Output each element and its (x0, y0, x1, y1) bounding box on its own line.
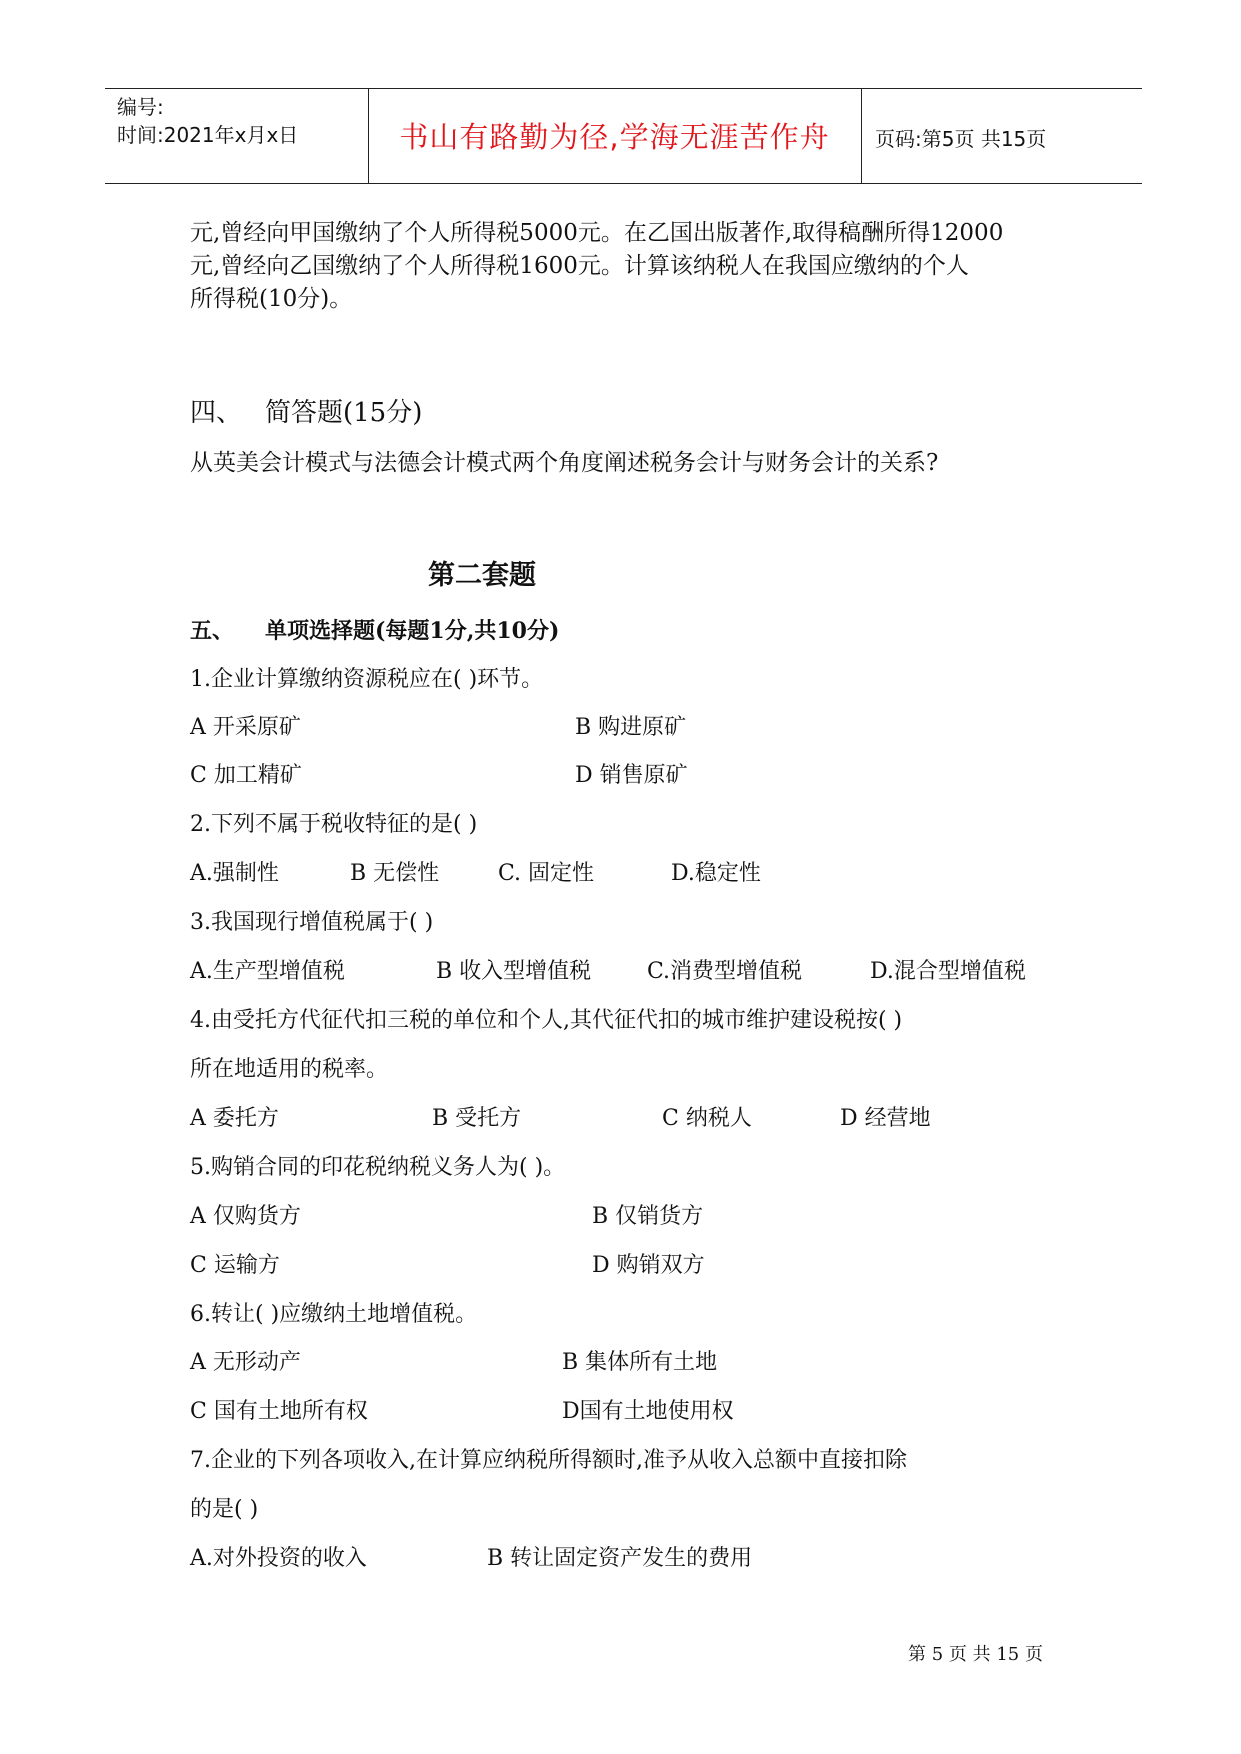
option: A.对外投资的收入 (190, 1546, 367, 1571)
header-motto: 书山有路勤为径,学海无涯苦作舟 (399, 120, 830, 154)
option: D国有土地使用权 (562, 1399, 734, 1424)
prev-question-line: 元,曾经向甲国缴纳了个人所得税5000元。在乙国出版著作,取得稿酬所得12000 (190, 220, 1004, 246)
question-stem-continued: 所在地适用的税率。 (190, 1057, 389, 1082)
section-five-number: 五、 (190, 618, 235, 644)
serial-label: 编号: (117, 95, 164, 119)
option: B 购进原矿 (575, 715, 687, 740)
option: A 开采原矿 (190, 715, 301, 740)
option: B 收入型增值税 (436, 959, 592, 984)
option: D 销售原矿 (575, 763, 688, 788)
question-stem: 4.由受托方代征代扣三税的单位和个人,其代征代扣的城市维护建设税按( ) (190, 1008, 903, 1033)
option: B 受托方 (432, 1106, 522, 1131)
option: A 无形动产 (190, 1350, 301, 1375)
option: B 仅销货方 (592, 1204, 704, 1229)
option: B 集体所有土地 (562, 1350, 718, 1375)
option: C 加工精矿 (190, 763, 302, 788)
option: D.稳定性 (671, 861, 761, 886)
option: A 仅购货方 (190, 1204, 301, 1229)
page-footer: 第 5 页 共 15 页 (908, 1644, 1043, 1665)
option: C 国有土地所有权 (190, 1399, 368, 1424)
question-stem: 2.下列不属于税收特征的是( ) (190, 812, 478, 837)
header-divider (861, 89, 862, 183)
question-stem: 3.我国现行增值税属于( ) (190, 910, 434, 935)
question-stem: 1.企业计算缴纳资源税应在( )环节。 (190, 667, 544, 692)
option: C 运输方 (190, 1253, 280, 1278)
question-stem: 7.企业的下列各项收入,在计算应纳税所得额时,准予从收入总额中直接扣除 (190, 1448, 907, 1473)
time-label: 时间:2021年x月x日 (117, 123, 299, 147)
option: B 转让固定资产发生的费用 (487, 1546, 753, 1571)
option: C 纳税人 (662, 1106, 752, 1131)
section-five-title: 单项选择题(每题1分,共10分) (265, 618, 560, 644)
option: A 委托方 (190, 1106, 279, 1131)
set-title: 第二套题 (428, 560, 536, 591)
prev-question-line: 所得税(10分)。 (190, 286, 353, 312)
prev-question-line: 元,曾经向乙国缴纳了个人所得税1600元。计算该纳税人在我国应缴纳的个人 (190, 253, 969, 279)
option: D 购销双方 (592, 1253, 705, 1278)
page-header (105, 88, 1142, 184)
question-stem: 6.转让( )应缴纳土地增值税。 (190, 1302, 478, 1327)
option: C. 固定性 (498, 861, 595, 886)
section-four-title: 简答题(15分) (265, 398, 423, 428)
option: B 无偿性 (350, 861, 440, 886)
section-four-question: 从英美会计模式与法德会计模式两个角度阐述税务会计与财务会计的关系? (190, 450, 939, 476)
option: D 经营地 (840, 1106, 931, 1131)
option: D.混合型增值税 (870, 959, 1026, 984)
header-page-number: 页码:第5页 共15页 (875, 127, 1047, 151)
option: A.生产型增值税 (190, 959, 345, 984)
question-stem-continued: 的是( ) (190, 1497, 259, 1522)
question-stem: 5.购销合同的印花税纳税义务人为( )。 (190, 1155, 566, 1180)
section-four-number: 四、 (190, 398, 243, 428)
option: C.消费型增值税 (647, 959, 803, 984)
option: A.强制性 (190, 861, 279, 886)
header-meta (117, 93, 298, 149)
